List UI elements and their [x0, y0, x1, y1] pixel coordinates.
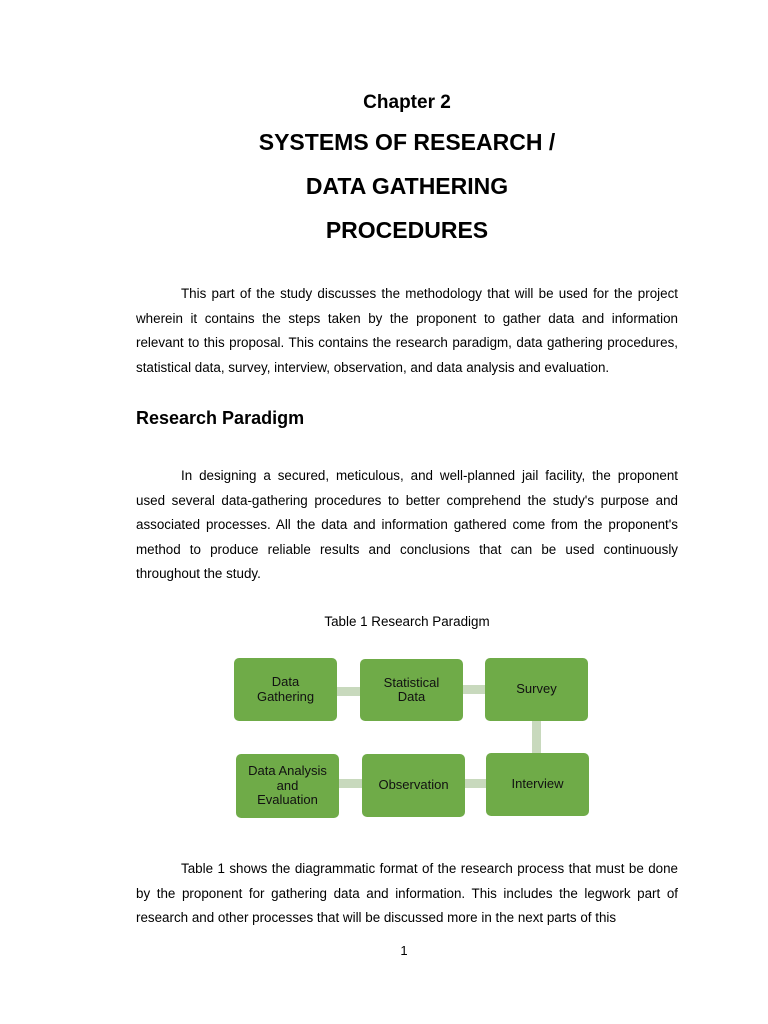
chapter-title-line-3: PROCEDURES [325, 217, 489, 243]
step-label-statistical-data: Statistical Data [383, 674, 440, 704]
page-number: 1 [400, 943, 408, 958]
connector-statistical-survey [463, 685, 485, 694]
connector-observation-analysis [339, 779, 362, 788]
intro-paragraph: This part of the study discusses the methodology that will be used for the project wherein it contains the steps taken by the proponent to gather data and information relevant to this proposal. This contains the research paradigm, data gathering procedures, statistical data, survey, interview, observation, and data analysis and evaluation. [136, 286, 678, 375]
connector-survey-interview [532, 721, 541, 753]
step-label-data-gathering: Data Gathering [256, 674, 315, 704]
connector-gathering-statistical [337, 687, 361, 696]
section-heading-research-paradigm: Research Paradigm [136, 408, 305, 428]
chapter-label: Chapter 2 [363, 92, 451, 113]
closing-paragraph: Table 1 shows the diagrammatic format of the research process that must be done by the proponent for gathering data and information. This includes the legwork part of research and other processes that will be discussed more in the next parts of this [136, 861, 678, 925]
step-box-interview [486, 753, 589, 816]
step-label-survey: Survey [516, 681, 557, 697]
step-label-data-analysis: Data Analysis and Evaluation [248, 763, 327, 808]
step-box-observation [362, 754, 465, 817]
connector-interview-observation [464, 779, 486, 788]
step-box-data-gathering [234, 658, 337, 721]
chapter-title-line-1: SYSTEMS OF RESEARCH / [258, 129, 556, 155]
research-paradigm-paragraph: In designing a secured, meticulous, and well-planned jail facility, the proponent used several data-gathering procedures to better comprehend the study's purpose and associated processes. All the data and information gathered come from the proponent's method to produce reliable results and conclusions that can be used continuously throughout the study. [136, 468, 678, 581]
step-box-survey [485, 658, 588, 721]
table-caption: Table 1 Research Paradigm [324, 614, 490, 629]
step-label-observation: Observation [378, 777, 449, 793]
step-box-statistical-data [360, 659, 463, 721]
chapter-title-line-2: DATA GATHERING [305, 173, 509, 199]
step-box-data-analysis [236, 754, 339, 818]
step-label-interview: Interview [511, 776, 564, 792]
